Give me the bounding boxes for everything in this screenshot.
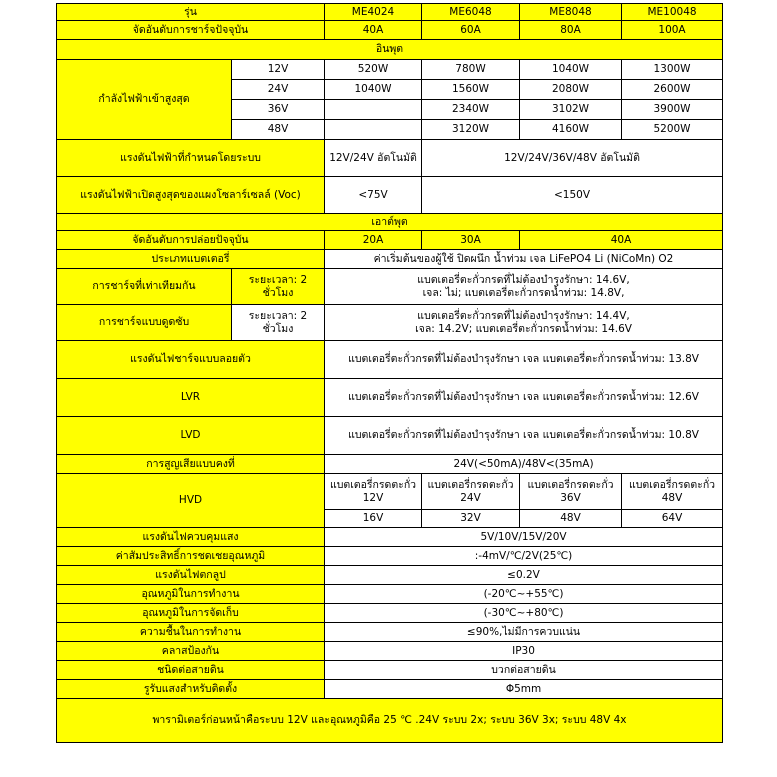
model-name: ME6048 <box>422 4 520 21</box>
power-value: 2080W <box>520 80 622 100</box>
equalize-row <box>57 269 723 305</box>
spec-row <box>57 680 723 699</box>
power-value: 780W <box>422 60 520 80</box>
model-row <box>57 4 723 21</box>
output-section-heading: เอาต์พุต <box>57 214 723 231</box>
power-value: 2340W <box>422 100 520 120</box>
max-power-label: กำลังไฟฟ้าเข้าสูงสุด <box>57 60 232 140</box>
footnote-row <box>57 699 723 743</box>
charge-current-label: จัดอันดับการชาร์จปัจจุบัน <box>57 21 325 40</box>
power-value: 1560W <box>422 80 520 100</box>
power-voltage: 48V <box>232 120 325 140</box>
float-row <box>57 341 723 379</box>
lvr-value: แบตเตอรี่ตะกั่วกรดที่ไม่ต้องบำรุงรักษา เจล แบตเตอรี่ตะกั่วกรดน้ำท่วม: 12.6V <box>325 379 723 417</box>
spec-label: แรงดันไฟควบคุมแสง <box>57 528 325 547</box>
hvd-value: 64V <box>622 510 723 528</box>
spec-label: ความชื้นในการทำงาน <box>57 623 325 642</box>
model-label: รุ่น <box>57 4 325 21</box>
spec-label: คลาสป้องกัน <box>57 642 325 661</box>
output-section-row <box>57 214 723 231</box>
discharge-row <box>57 231 723 250</box>
spec-value: ≤90%,ไม่มีการควบแน่น <box>325 623 723 642</box>
discharge-value: 30A <box>422 231 520 250</box>
absorb-label: การชาร์จแบบดูดซับ <box>57 305 232 341</box>
battery-type-value: ค่าเริ่มต้นของผู้ใช้ ปิดผนึก น้ำท่วม เจล LiFePO4 Li (NiCoMn) O2 <box>325 250 723 269</box>
hvd-label: HVD <box>57 474 325 528</box>
voc-label: แรงดันไฟฟ้าเปิดสูงสุดของแผงโซลาร์เซลล์ (Voc) <box>57 177 325 214</box>
equalize-line: เจล: ไม่; แบตเตอรี่ตะกั่วกรดน้ำท่วม: 14.8V, <box>422 286 625 299</box>
hvd-name-row <box>57 474 723 510</box>
power-value: 3900W <box>622 100 723 120</box>
power-value: 5200W <box>622 120 723 140</box>
power-value: 4160W <box>520 120 622 140</box>
power-value: 3102W <box>520 100 622 120</box>
power-value: 1040W <box>520 60 622 80</box>
hvd-value: 16V <box>325 510 422 528</box>
spec-value: Φ5mm <box>325 680 723 699</box>
spec-row <box>57 585 723 604</box>
spec-table <box>56 3 723 743</box>
hvd-battery-name: แบตเตอรี่กรดตะกั่ว 24V <box>422 474 520 510</box>
power-row <box>57 60 723 80</box>
battery-type-row <box>57 250 723 269</box>
rated-voltage-row <box>57 140 723 177</box>
spec-label: อุณหภูมิในการจัดเก็บ <box>57 604 325 623</box>
spec-row <box>57 642 723 661</box>
rated-voltage-first: 12V/24V อัตโนมัติ <box>325 140 422 177</box>
spec-label: แรงดันไฟตกลูป <box>57 566 325 585</box>
spec-value: 5V/10V/15V/20V <box>325 528 723 547</box>
equalize-values <box>325 269 723 305</box>
lvd-label: LVD <box>57 417 325 455</box>
absorb-duration: ระยะเวลา: 2 ชั่วโมง <box>232 305 325 341</box>
power-value <box>325 120 422 140</box>
spec-label: รูรับแสงสำหรับติดตั้ง <box>57 680 325 699</box>
float-label: แรงดันไฟชาร์จแบบลอยตัว <box>57 341 325 379</box>
spec-row <box>57 623 723 642</box>
power-value <box>325 100 422 120</box>
absorb-line: เจล: 14.2V; แบตเตอรี่ตะกั่วกรดน้ำท่วม: 14.6V <box>415 322 632 335</box>
power-voltage: 12V <box>232 60 325 80</box>
spec-value: (-30℃~+80℃) <box>325 604 723 623</box>
discharge-value: 40A <box>520 231 723 250</box>
self-loss-row <box>57 455 723 474</box>
spec-row <box>57 661 723 680</box>
spec-row <box>57 528 723 547</box>
voc-rest: <150V <box>422 177 723 214</box>
spec-value: บวกต่อสายดิน <box>325 661 723 680</box>
hvd-battery-name: แบตเตอรี่กรดตะกั่ว 12V <box>325 474 422 510</box>
equalize-label: การชาร์จที่เท่าเทียมกัน <box>57 269 232 305</box>
power-value: 520W <box>325 60 422 80</box>
power-value: 1040W <box>325 80 422 100</box>
spec-label: ค่าสัมประสิทธิ์การชดเชยอุณหภูมิ <box>57 547 325 566</box>
power-voltage: 24V <box>232 80 325 100</box>
equalize-line: แบตเตอรี่ตะกั่วกรดที่ไม่ต้องบำรุงรักษา: 14.6V, <box>417 273 630 286</box>
input-section-heading: อินพุต <box>57 40 723 60</box>
voc-first: <75V <box>325 177 422 214</box>
charge-current-value: 80A <box>520 21 622 40</box>
charge-current-value: 100A <box>622 21 723 40</box>
charge-current-value: 40A <box>325 21 422 40</box>
spec-value: (-20℃~+55℃) <box>325 585 723 604</box>
rated-voltage-label: แรงดันไฟฟ้าที่กำหนดโดยระบบ <box>57 140 325 177</box>
spec-row <box>57 566 723 585</box>
rated-voltage-rest: 12V/24V/36V/48V อัตโนมัติ <box>422 140 723 177</box>
hvd-battery-name: แบตเตอรี่กรดตะกั่ว 36V <box>520 474 622 510</box>
hvd-value: 32V <box>422 510 520 528</box>
voc-row <box>57 177 723 214</box>
lvr-row <box>57 379 723 417</box>
model-name: ME8048 <box>520 4 622 21</box>
spec-row <box>57 604 723 623</box>
hvd-battery-name: แบตเตอรี่กรดตะกั่ว 48V <box>622 474 723 510</box>
float-value: แบตเตอรี่ตะกั่วกรดที่ไม่ต้องบำรุงรักษา เจล แบตเตอรี่ตะกั่วกรดน้ำท่วม: 13.8V <box>325 341 723 379</box>
input-section-row <box>57 40 723 60</box>
spec-value: :-4mV/℃/2V(25℃) <box>325 547 723 566</box>
discharge-value: 20A <box>325 231 422 250</box>
spec-label: อุณหภูมิในการทำงาน <box>57 585 325 604</box>
power-value: 2600W <box>622 80 723 100</box>
charge-current-value: 60A <box>422 21 520 40</box>
spec-label: ชนิดต่อสายดิน <box>57 661 325 680</box>
spec-value: ≤0.2V <box>325 566 723 585</box>
spec-row <box>57 547 723 566</box>
hvd-value: 48V <box>520 510 622 528</box>
power-voltage: 36V <box>232 100 325 120</box>
model-name: ME10048 <box>622 4 723 21</box>
self-loss-label: การสูญเสียแบบคงที่ <box>57 455 325 474</box>
footnote: พารามิเตอร์ก่อนหน้าคือระบบ 12V และอุณหภูมิคือ 25 ℃ .24V ระบบ 2x; ระบบ 36V 3x; ระบบ 48V 4x <box>57 699 723 743</box>
self-loss-value: 24V(<50mA)/48V<(35mA) <box>325 455 723 474</box>
power-value: 1300W <box>622 60 723 80</box>
spec-value: IP30 <box>325 642 723 661</box>
absorb-row <box>57 305 723 341</box>
model-name: ME4024 <box>325 4 422 21</box>
absorb-line: แบตเตอรี่ตะกั่วกรดที่ไม่ต้องบำรุงรักษา: 14.4V, <box>417 309 630 322</box>
lvd-value: แบตเตอรี่ตะกั่วกรดที่ไม่ต้องบำรุงรักษา เจล แบตเตอรี่ตะกั่วกรดน้ำท่วม: 10.8V <box>325 417 723 455</box>
power-value: 3120W <box>422 120 520 140</box>
absorb-values <box>325 305 723 341</box>
charge-current-row <box>57 21 723 40</box>
lvr-label: LVR <box>57 379 325 417</box>
lvd-row <box>57 417 723 455</box>
discharge-label: จัดอันดับการปล่อยปัจจุบัน <box>57 231 325 250</box>
battery-type-label: ประเภทแบตเตอรี่ <box>57 250 325 269</box>
equalize-duration: ระยะเวลา: 2 ชั่วโมง <box>232 269 325 305</box>
